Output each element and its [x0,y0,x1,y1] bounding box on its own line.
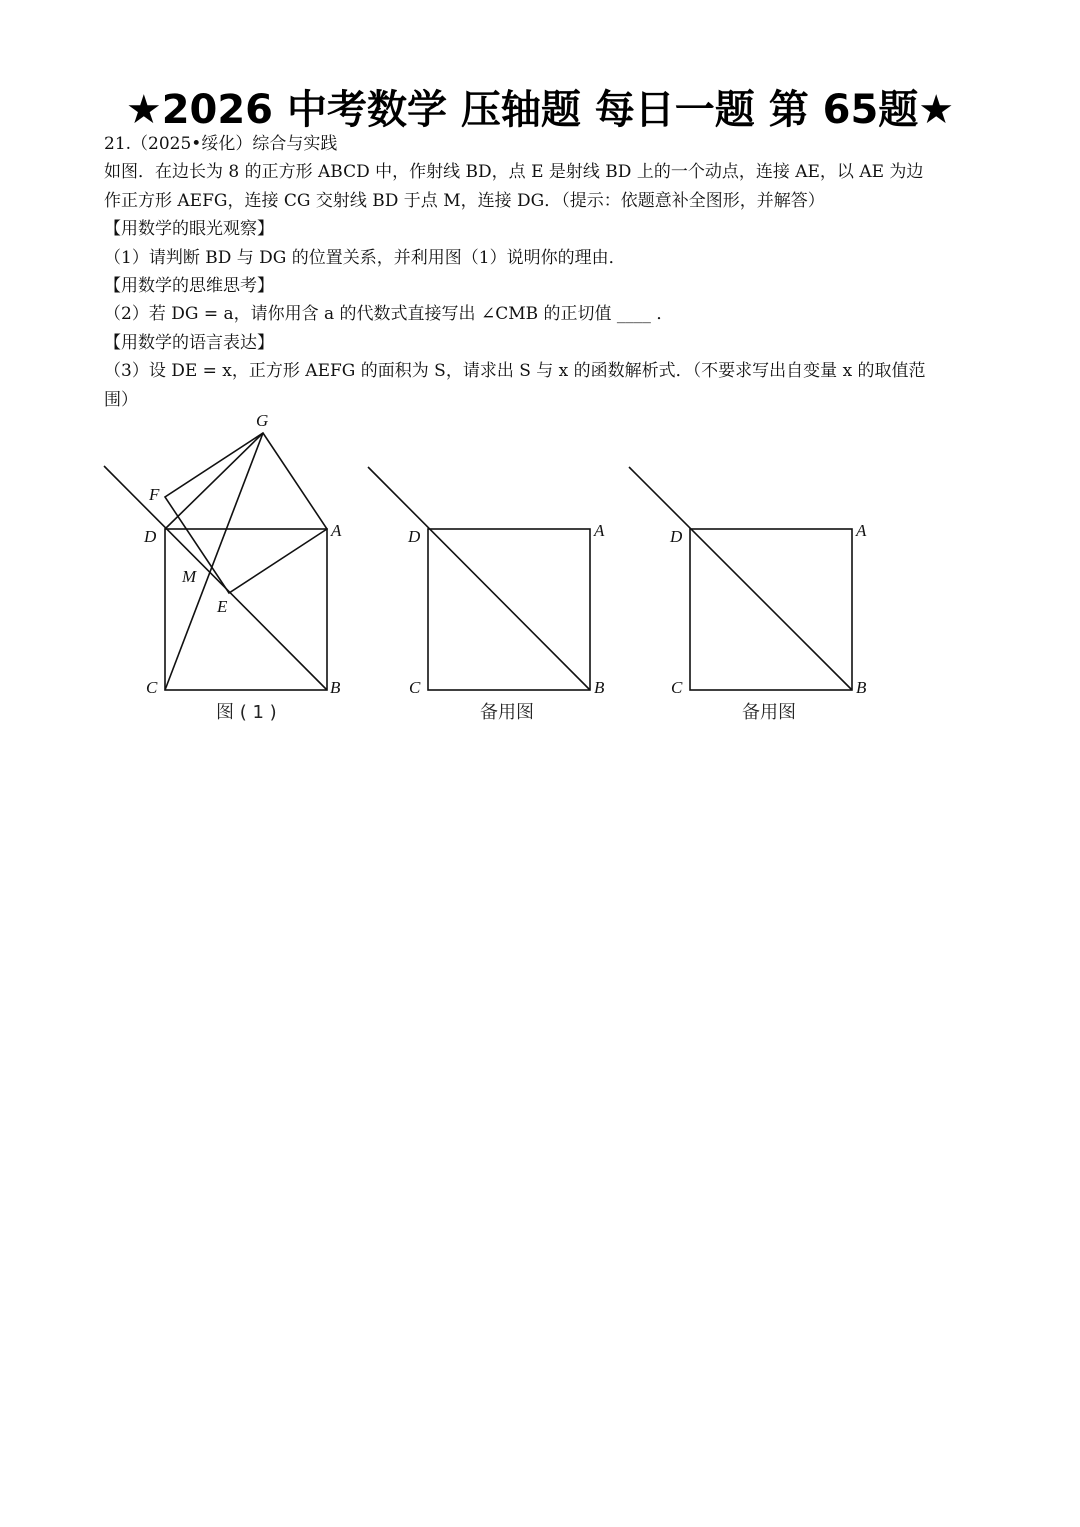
ray-bd [368,467,590,690]
problem-line: 【用数学的语言表达】 [104,332,274,353]
segment-cg [165,433,263,690]
point-label-c: C [671,678,683,697]
point-label-c: C [409,678,421,697]
point-label-b: B [594,678,605,697]
point-label-b: B [330,678,341,697]
problem-line: （3）设 DE = x，正方形 AEFG 的面积为 S，请求出 S 与 x 的函数解析式．（不要求写出自变量 x 的取值范 [104,361,926,382]
point-label-a: A [594,521,605,540]
figure-1-caption: 图 ( 1 ) [216,702,277,723]
point-label-c: C [146,678,158,697]
problem-text [104,130,984,414]
point-label-f: F [149,485,160,504]
point-label-a: A [856,521,867,540]
figure-3-caption: 备用图 [742,702,796,723]
point-label-a: A [331,521,342,540]
problem-line: 【用数学的思维思考】 [104,276,274,297]
point-label-e: E [217,597,228,616]
segment-dg [165,433,263,529]
problem-line: 【用数学的眼光观察】 [104,219,274,240]
figure-2-caption: 备用图 [480,702,534,723]
ray-bd [104,466,327,690]
problem-line: 如图．在边长为 8 的正方形 ABCD 中，作射线 BD，点 E 是射线 BD 上的一个动点，连接 AE，以 AE 为边 [104,162,924,183]
geometry-figures [0,400,1080,740]
figure-1-diagram [104,433,327,690]
point-label-d: D [144,527,157,546]
point-label-b: B [856,678,867,697]
problem-line: （1）请判断 BD 与 DG 的位置关系，并利用图（1）说明你的理由． [104,247,626,268]
problem-line: （2）若 DG = a，请你用含 a 的代数式直接写出 ∠CMB 的正切值 ____ ． [104,304,674,325]
figure-3-diagram [629,467,852,690]
figures-area [0,400,1080,740]
problem-line: 作正方形 AEFG，连接 CG 交射线 BD 于点 M，连接 DG．（提示：依题意补全图形，并解答） [104,190,825,211]
ray-bd [629,467,852,690]
problem-line: 21.（2025•绥化）综合与实践 [104,134,338,154]
figure-2-diagram [368,467,590,690]
point-label-m: M [182,567,197,586]
point-label-d: D [408,527,421,546]
problem-line: 围） [104,389,138,410]
point-label-d: D [670,527,683,546]
point-label-g: G [256,411,269,430]
page-title: ★2026 中考数学 压轴题 每日一题 第 65题★ [125,87,955,133]
